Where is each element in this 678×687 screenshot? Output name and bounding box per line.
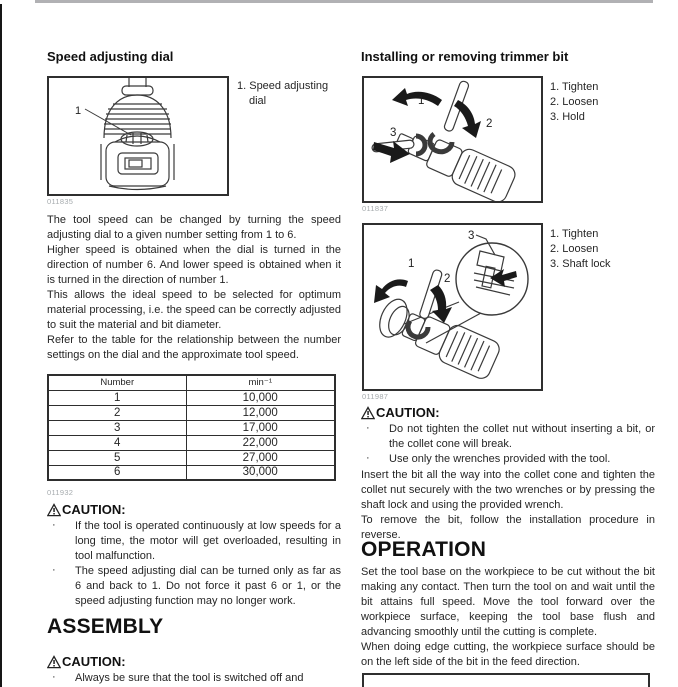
speed-dial-paragraphs	[47, 213, 341, 363]
caution-block	[361, 404, 655, 467]
figure-callout: 2. Loosen	[550, 96, 599, 108]
caution-title-label: CAUTION:	[62, 654, 126, 669]
bullet-text: Do not tighten the collet nut without inserting a bit, or the collet cone will break.	[389, 423, 655, 450]
figure-number: 011987	[362, 392, 389, 401]
figure-marker-3: 3	[468, 230, 475, 242]
table-cell: 2	[48, 405, 186, 420]
table-header-cell: min⁻¹	[186, 375, 335, 390]
bullet-text: Always be sure that the tool is switched off and	[75, 672, 304, 684]
bullet-text: If the tool is operated continuously at low speeds for a long time, the motor will get overloaded, resulting in tool malfunction.	[75, 520, 341, 562]
caution-title-label: CAUTION:	[376, 405, 440, 420]
figure-marker-2: 2	[486, 118, 493, 130]
table-header-cell: Number	[48, 375, 186, 390]
bullet-list	[47, 671, 341, 686]
figure-shaft-lock-art	[364, 225, 541, 389]
bullet-item	[47, 519, 341, 564]
table-cell: 27,000	[186, 450, 335, 465]
figure-number: 011835	[47, 197, 74, 206]
caution-title	[47, 653, 341, 669]
table-row	[48, 450, 335, 465]
paragraph: The tool speed can be changed by turning the speed adjusting dial to a given number setting from 1 to 6.	[47, 214, 341, 241]
left-column	[47, 0, 341, 687]
caution-block	[47, 501, 341, 609]
curved-arrow-1	[374, 279, 408, 303]
bullet-marker: ·	[52, 564, 56, 576]
bullet-marker: ·	[366, 452, 370, 464]
table-cell: 12,000	[186, 405, 335, 420]
partial-figure-box	[362, 673, 650, 687]
table-row	[48, 405, 335, 420]
figure-marker-1: 1	[408, 258, 415, 270]
bullet-list	[47, 519, 341, 609]
figure-shaft-lock-box	[362, 223, 543, 391]
figure-callout: 3. Hold	[550, 111, 585, 123]
figure-callout: 1. Tighten	[550, 81, 599, 93]
table-cell: 10,000	[186, 390, 335, 405]
page-edge-line	[0, 4, 2, 687]
paragraph: Refer to the table for the relationship between the number settings on the dial and the approximate tool speed.	[47, 334, 341, 361]
table-row	[48, 465, 335, 480]
figure-marker-1: 1	[418, 95, 425, 107]
curved-arrow-1	[392, 88, 442, 106]
bullet-item	[47, 564, 341, 609]
caution-title	[47, 501, 341, 517]
caution-title-label: CAUTION:	[62, 502, 126, 517]
bullet-item	[361, 422, 655, 452]
table-cell: 17,000	[186, 420, 335, 435]
paragraph: Insert the bit all the way into the collet cone and tighten the collet nut securely with the two wrenches or by pressing the shaft lock and using the provided wrench.	[361, 469, 655, 511]
operation-heading: OPERATION	[361, 538, 487, 561]
bullet-item	[47, 671, 341, 686]
section-heading-speed-dial: Speed adjusting dial	[47, 49, 174, 64]
figure-wrenches-art	[364, 78, 541, 201]
bullet-text: The speed adjusting dial can be turned only as far as 6 and back to 1. Do not force it past 6 or 1, or the speed adjusting function may no longer work.	[75, 565, 341, 607]
warning-triangle-icon	[47, 503, 61, 517]
figure-callout: 1. Tighten	[550, 228, 599, 240]
figure-callouts	[550, 227, 611, 272]
bullet-item	[361, 452, 655, 467]
warning-triangle-icon	[47, 655, 61, 669]
figure-marker-2: 2	[444, 273, 451, 285]
figure-speed-dial-box	[47, 76, 229, 196]
figure-callout: 2. Loosen	[550, 243, 599, 255]
paragraph: Higher speed is obtained when the dial is turned in the direction of number 6. And lower speed is obtained when it is turned in the direction of number 1.	[47, 244, 341, 286]
bullet-marker: ·	[52, 519, 56, 531]
caution-block	[47, 653, 341, 686]
speed-table	[47, 374, 336, 481]
bullet-list	[361, 422, 655, 467]
table-cell: 4	[48, 435, 186, 450]
assembly-heading: ASSEMBLY	[47, 615, 164, 638]
curved-arrow-2	[430, 285, 452, 323]
figure-marker-1: 1	[75, 105, 82, 117]
paragraph: Set the tool base on the workpiece to be cut without the bit making any contact. Then turn the tool on and wait until the bit attains full speed. Move the tool forward over the workpiece surface, keeping the tool base flush and advancing smoothly until the cutting is complete.	[361, 566, 655, 638]
table-cell: 1	[48, 390, 186, 405]
figure-callout: 3. Shaft lock	[550, 258, 611, 270]
bullet-text: Use only the wrenches provided with the tool.	[389, 453, 611, 465]
paragraph: To remove the bit, follow the installation procedure in reverse.	[361, 514, 655, 541]
paragraph: This allows the ideal speed to be selected for optimum material processing, i.e. the speed can be correctly adjusted to suit the material and bit diameter.	[47, 289, 341, 331]
figure-number: 011837	[362, 204, 389, 213]
figure-callouts	[550, 80, 598, 125]
operation-paragraphs	[361, 565, 655, 670]
table-cell: 30,000	[186, 465, 335, 480]
bullet-marker: ·	[52, 671, 56, 683]
table-row	[48, 435, 335, 450]
insert-bit-paragraphs	[361, 468, 655, 543]
table-cell: 22,000	[186, 435, 335, 450]
warning-triangle-icon	[361, 406, 375, 420]
figure-marker-3: 3	[390, 127, 397, 139]
table-header-row	[48, 375, 335, 390]
table-row	[48, 420, 335, 435]
figure-callout: 1. Speed adjusting dial	[237, 80, 329, 107]
figure-number: 011932	[47, 488, 74, 497]
table-cell: 6	[48, 465, 186, 480]
paragraph: When doing edge cutting, the workpiece surface should be on the left side of the bit in the feed direction.	[361, 641, 655, 668]
right-column	[361, 0, 655, 687]
curved-arrow-2	[454, 100, 481, 138]
bullet-marker: ·	[366, 422, 370, 434]
table-row	[48, 390, 335, 405]
section-heading-trimmer-bit: Installing or removing trimmer bit	[361, 49, 569, 64]
figure-speed-dial-art	[49, 78, 227, 194]
table-cell: 5	[48, 450, 186, 465]
figure-wrenches-box	[362, 76, 543, 203]
table-cell: 3	[48, 420, 186, 435]
caution-title	[361, 404, 655, 420]
